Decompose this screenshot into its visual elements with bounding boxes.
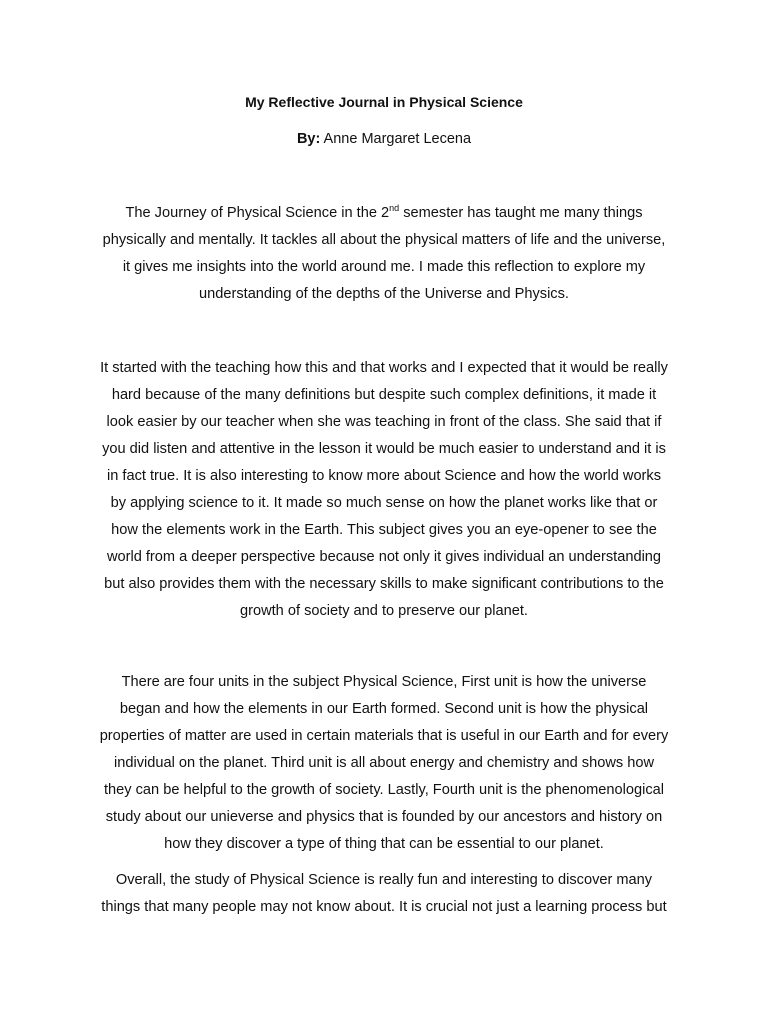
paragraph-line: they can be helpful to the growth of society. Lastly, Fourth unit is the phenomenological	[103, 782, 665, 798]
text-segment: semester has taught me many things	[399, 205, 643, 221]
paragraph-line: understanding of the depths of the Universe and Physics.	[199, 286, 569, 302]
paragraph-line: growth of society and to preserve our planet.	[240, 603, 528, 619]
paragraph-line: study about our unieverse and physics that is founded by our ancestors and history on	[105, 809, 663, 825]
paragraph-units	[84, 669, 684, 858]
paragraph-line: how they discover a type of thing that can be essential to our planet.	[164, 836, 604, 852]
paragraph-line: in fact true. It is also interesting to know more about Science and how the world works	[106, 468, 662, 484]
paragraph-line: There are four units in the subject Physical Science, First unit is how the universe	[121, 674, 647, 690]
paragraph-line: began and how the elements in our Earth formed. Second unit is how the physical	[119, 701, 649, 717]
paragraph-line: look easier by our teacher when she was teaching in front of the class. She said that if	[106, 414, 662, 430]
paragraph-line: you did listen and attentive in the lesson it would be much easier to understand and it is	[102, 441, 666, 457]
text-segment: The Journey of Physical Science in the 2	[125, 205, 390, 221]
paragraph-line: properties of matter are used in certain materials that is useful in our Earth and for every	[99, 728, 669, 744]
paragraph-line: Overall, the study of Physical Science is really fun and interesting to discover many	[115, 872, 653, 888]
paragraph-line: It started with the teaching how this and that works and I expected that it would be really	[100, 360, 668, 376]
paragraph-line: physically and mentally. It tackles all about the physical matters of life and the universe,	[102, 232, 666, 248]
paragraph-line: hard because of the many definitions but despite such complex definitions, it made it	[111, 387, 657, 403]
paragraph-line: things that many people may not know about. It is crucial not just a learning process but	[101, 899, 667, 915]
paragraph-line: it gives me insights into the world around me. I made this reflection to explore my	[122, 259, 646, 275]
paragraph-introduction	[84, 200, 684, 308]
paragraph-line	[84, 200, 684, 227]
paragraph-line: world from a deeper perspective because not only it gives individual an understanding	[106, 549, 662, 565]
paragraph-overall	[84, 867, 684, 921]
author-name: Anne Margaret Lecena	[323, 131, 472, 147]
paragraph-line: by applying science to it. It made so much sense on how the planet works like that or	[110, 495, 658, 511]
author-byline	[0, 130, 768, 148]
paragraph-line: but also provides them with the necessary skills to make significant contributions to the	[104, 576, 664, 592]
byline-label: By:	[296, 131, 321, 147]
superscript: nd	[389, 203, 400, 214]
paragraph-teaching	[84, 355, 684, 625]
paragraph-line: individual on the planet. Third unit is all about energy and chemistry and shows how	[113, 755, 655, 771]
document-title: My Reflective Journal in Physical Science	[245, 94, 523, 110]
paragraph-line: how the elements work in the Earth. This subject gives you an eye-opener to see the	[111, 522, 657, 538]
